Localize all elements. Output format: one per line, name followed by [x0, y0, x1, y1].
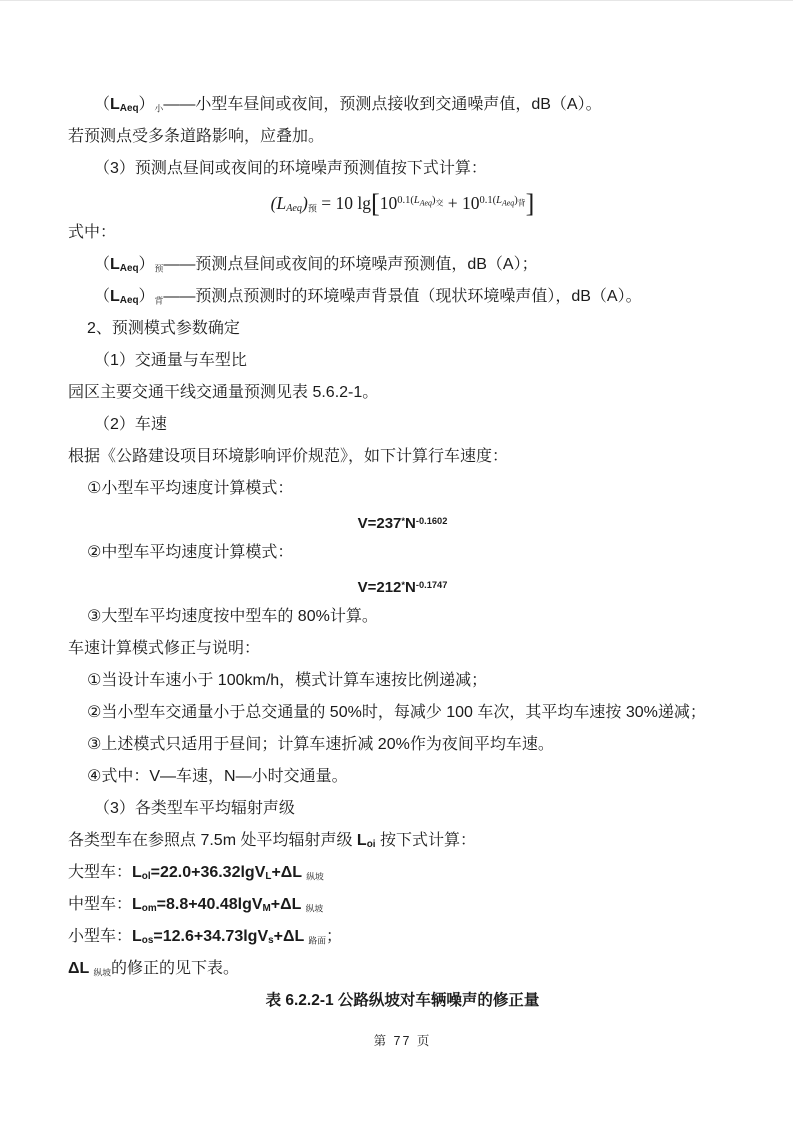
text-segment: L	[132, 864, 142, 881]
text-segment: ③上述模式只适用于昼间；计算车速折减 20%作为夜间平均车速。	[87, 736, 554, 753]
text-segment: ）	[138, 288, 155, 305]
text-segment: L	[496, 195, 502, 206]
text-segment: Aeq	[286, 202, 302, 214]
para-laeq-bg-definition	[68, 281, 737, 313]
text-segment: （	[94, 256, 111, 273]
text-segment: L	[110, 288, 120, 305]
text-segment: 纵坡	[93, 967, 112, 978]
text-segment: + 10	[443, 192, 480, 213]
text-segment: L	[356, 832, 367, 849]
para-speed-correction-2	[68, 697, 737, 729]
text-segment: （3）各类型车平均辐射声级	[94, 800, 295, 817]
text-segment: 若预测点受多条道路影响，应叠加。	[68, 128, 325, 145]
text-segment: ③大型车平均速度按中型车的 80%计算。	[87, 608, 378, 625]
formula-small-car-radiation	[68, 921, 737, 953]
text-segment: =8.8+40.48lgV	[156, 896, 263, 913]
text-segment: om	[141, 903, 157, 915]
text-segment: )	[301, 192, 308, 213]
formula-small-car-speed	[68, 505, 737, 537]
para-item1-traffic-volume	[68, 345, 737, 377]
text-segment: Aeq	[501, 198, 515, 208]
para-traffic-volume-table-ref	[68, 377, 737, 409]
text-segment: Aeq	[119, 295, 139, 307]
text-segment: L	[110, 96, 120, 113]
text-segment: V=212	[357, 579, 402, 597]
text-segment: (	[270, 192, 277, 213]
text-segment: 根据《公路建设项目环境影响评价规范》，如下计算行车速度：	[68, 448, 509, 465]
para-item3-radiation-heading	[68, 793, 737, 825]
text-segment: 园区主要交通干线交通量预测见表 5.6.2-1。	[68, 384, 379, 401]
para-small-car-speed-intro	[68, 473, 737, 505]
text-segment: oi	[366, 839, 376, 851]
text-segment: 路面	[308, 935, 327, 946]
text-segment: N	[405, 579, 416, 597]
text-segment: 预	[307, 203, 317, 214]
text-segment: ①当设计车速小于 100km/h，模式计算车速按比例递减；	[87, 672, 488, 689]
text-segment: ol	[141, 871, 151, 883]
text-segment: 小	[154, 103, 164, 114]
text-segment: )	[514, 195, 518, 206]
text-segment: )	[431, 195, 436, 206]
formula-medium-car-speed	[68, 569, 737, 601]
para-laeq-pred-definition	[68, 249, 737, 281]
text-segment: -0.1747	[415, 580, 448, 590]
text-segment: 表 6.2.2-1 公路纵坡对车辆噪声的修正量	[265, 992, 540, 1009]
text-segment: *	[401, 516, 406, 526]
text-segment: ΔL	[68, 960, 94, 977]
text-segment: ——预测点昼间或夜间的环境噪声预测值，dB（A）；	[163, 256, 538, 273]
formula-noise-prediction	[68, 185, 737, 217]
text-segment: L	[276, 192, 287, 213]
text-segment: （	[94, 288, 111, 305]
text-segment: 小型车：	[68, 928, 133, 945]
text-segment: 式中：	[68, 224, 117, 241]
para-speed-correction-3	[68, 729, 737, 761]
para-medium-car-speed-intro	[68, 537, 737, 569]
text-segment: 中型车：	[68, 896, 133, 913]
formula-large-car-radiation	[68, 857, 737, 889]
para-speed-correction-1	[68, 665, 737, 697]
para-laeq-car-definition	[68, 89, 737, 121]
text-segment: Aeq	[119, 263, 139, 275]
text-segment: 0.1(	[479, 195, 497, 206]
text-segment: 纵坡	[306, 871, 324, 882]
text-segment: 背	[517, 198, 526, 208]
text-segment: Aeq	[119, 103, 139, 115]
text-segment: Aeq	[419, 198, 432, 208]
text-segment: N	[405, 515, 416, 533]
text-segment: =12.6+34.73lgV	[153, 928, 269, 945]
text-segment: L	[132, 896, 142, 913]
text-segment: 10	[379, 192, 398, 213]
text-segment: ④式中：V—车速，N—小时交通量。	[87, 768, 348, 785]
text-segment: 纵坡	[305, 903, 324, 914]
para-radiation-level-intro	[68, 825, 737, 857]
text-segment: [	[371, 188, 380, 218]
para-speed-correction-intro	[68, 633, 737, 665]
formula-medium-car-radiation	[68, 889, 737, 921]
page-number: 第 77 页	[373, 1034, 432, 1048]
text-segment: （	[94, 96, 111, 113]
table-caption	[68, 985, 737, 1017]
text-segment: ①小型车平均速度计算模式：	[87, 480, 294, 497]
para-multi-road-note	[68, 121, 737, 153]
text-segment: 各类型车在参照点 7.5m 处平均辐射声级	[68, 832, 357, 849]
text-segment: V=237	[357, 515, 402, 533]
text-segment: 预	[154, 263, 164, 274]
text-segment: +ΔL	[273, 928, 309, 945]
text-segment: 2、预测模式参数确定	[87, 320, 240, 337]
text-segment: （3）预测点昼间或夜间的环境噪声预测值按下式计算：	[94, 160, 487, 177]
para-speed-calc-basis	[68, 441, 737, 473]
text-segment: =22.0+36.32lgV	[150, 864, 266, 881]
text-segment: ②当小型车交通量小于总交通量的 50%时，每减少 100 车次，其平均车速按 30%递减；	[87, 704, 706, 721]
text-segment: 的修正的见下表。	[111, 960, 240, 977]
text-segment: 按下式计算：	[375, 832, 476, 849]
text-segment: L	[110, 256, 120, 273]
heading-section-2	[68, 313, 737, 345]
text-segment: 背	[154, 295, 164, 306]
para-large-car-speed-note	[68, 601, 737, 633]
text-segment: +ΔL	[270, 896, 306, 913]
text-segment: *	[401, 580, 406, 590]
text-segment: = 10 lg	[316, 192, 372, 213]
text-segment: ——预测点预测时的环境噪声背景值（现状环境噪声值），dB（A）。	[163, 288, 642, 305]
text-segment: -0.1602	[415, 516, 448, 526]
text-segment: s	[268, 935, 274, 947]
text-segment: （1）交通量与车型比	[94, 352, 247, 369]
text-segment: L	[132, 928, 142, 945]
text-segment: 0.1(	[397, 195, 414, 206]
text-segment: ]	[525, 188, 535, 218]
text-segment: 车速计算模式修正与说明：	[68, 640, 261, 657]
text-segment: os	[141, 935, 154, 947]
text-segment: ）	[138, 256, 155, 273]
text-segment: 大型车：	[68, 864, 133, 881]
para-item3-formula-intro	[68, 153, 737, 185]
para-speed-correction-4	[68, 761, 737, 793]
text-segment: L	[265, 871, 272, 883]
text-segment: +ΔL	[271, 864, 307, 881]
para-item2-speed	[68, 409, 737, 441]
text-segment: L	[413, 195, 420, 206]
text-segment: 交	[435, 198, 444, 208]
text-segment: ——小型车昼间或夜间，预测点接收到交通噪声值，dB（A）。	[163, 96, 602, 113]
text-segment: ）	[138, 96, 155, 113]
text-segment: ②中型车平均速度计算模式：	[87, 544, 294, 561]
text-segment: M	[262, 903, 271, 915]
para-slope-correction-ref	[68, 953, 737, 985]
text-segment: ；	[326, 928, 343, 945]
text-segment: （2）车速	[94, 416, 167, 433]
para-formula-legend-intro	[68, 217, 737, 249]
